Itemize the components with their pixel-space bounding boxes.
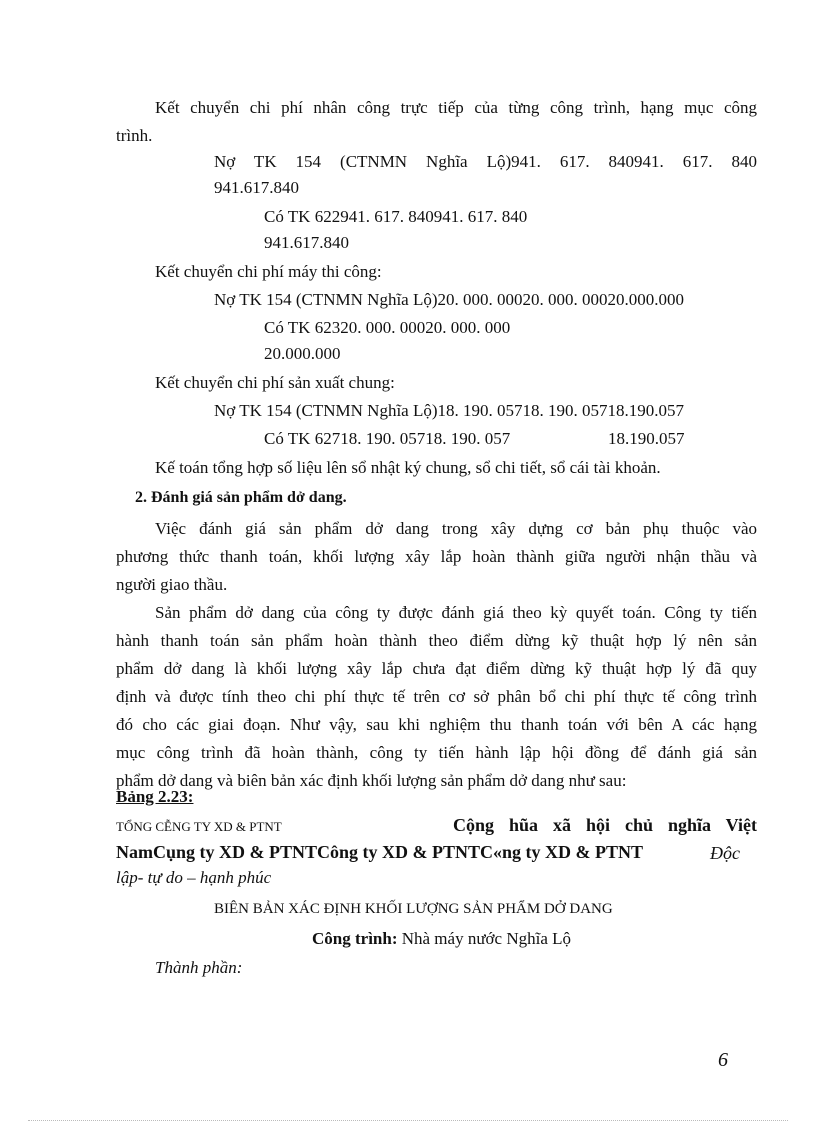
journal-entry-debit: Nợ TK 154 (CTNMN Nghĩa Lộ)18. 190. 05718. 190. 05718.190.057 <box>214 401 685 420</box>
paragraph-line: hành thanh toán sản phẩm hoàn thành theo điểm dừng kỹ thuật hợp lý nên sản <box>116 631 757 650</box>
project-label: Công trình: <box>312 929 398 948</box>
journal-entry-credit: Có TK 62718. 190. 05718. 190. 057 <box>264 429 511 448</box>
motto-slogan: Độc <box>710 843 740 863</box>
paragraph-line: Kết chuyển chi phí nhân công trực tiếp của từng công trình, hạng mục công <box>155 98 757 117</box>
motto-slogan-continued: lập- tự do – hạnh phúc <box>116 868 272 887</box>
organization-name: TỔNG CỄNG TY XD & PTNT <box>116 819 282 834</box>
section-heading: 2. Đánh giá sản phẩm dở dang. <box>135 489 347 506</box>
paragraph-line: phương thức thanh toán, khối lượng xây lắp hoàn thành giữa người nhận thầu và <box>116 547 757 566</box>
paragraph-line: đó cho các giai đoạn. Như vậy, sau khi nghiệm thu thanh toán với bên A các hạng <box>116 715 757 734</box>
page-number: 6 <box>718 1049 728 1071</box>
paragraph-line: phẩm dở dang và biên bản xác định khối lượng sản phẩm dở dang như sau: <box>116 771 627 790</box>
journal-entry-debit: Nợ TK 154 (CTNMN Nghĩa Lộ)20. 000. 00020. 000. 00020.000.000 <box>214 290 685 309</box>
journal-entry-credit: Có TK 62320. 000. 00020. 000. 000 <box>264 318 511 337</box>
paragraph-line: Sản phẩm dở dang của công ty được đánh giá theo kỳ quyết toán. Công ty tiến <box>155 603 757 622</box>
journal-entry-credit: Có TK 622941. 617. 840941. 617. 840 <box>264 207 528 226</box>
paragraph-line: Kế toán tổng hợp số liệu lên sổ nhật ký chung, sổ chi tiết, sổ cái tài khoản. <box>155 458 661 477</box>
national-motto: Cộng hũa xã hội chủ nghĩa Việt <box>453 815 757 835</box>
paragraph-line: mục công trình đã hoàn thành, công ty tiến hành lập hội đồng để đánh giá sản <box>116 743 757 762</box>
paragraph-line: định và được tính theo chi phí thực tế trên cơ sở phân bổ chi phí thực tế công trình <box>116 687 757 706</box>
table-label: Bảng 2.23: <box>116 787 194 806</box>
report-title: BIÊN BẢN XÁC ĐỊNH KHỐI LƯỢNG SẢN PHẨM DỞ DANG <box>214 901 613 917</box>
journal-amount: 941.617.840 <box>264 233 349 252</box>
paragraph-line: phẩm dở dang là khối lượng xây lắp chưa đạt điểm dừng kỹ thuật hợp lý đã quy <box>116 659 757 678</box>
project-name: Nhà máy nước Nghĩa Lộ <box>401 929 572 948</box>
paragraph-line: Kết chuyển chi phí máy thi công: <box>155 262 382 281</box>
page-divider <box>28 1120 788 1121</box>
paragraph-line: Việc đánh giá sản phẩm dở dang trong xây dựng cơ bản phụ thuộc vào <box>155 519 757 538</box>
project-line <box>312 928 571 950</box>
journal-entry-debit: Nợ TK 154 (CTNMN Nghĩa Lộ)941. 617. 840941. 617. 840 <box>214 152 757 171</box>
national-motto-continued: NamCụng ty XD & PTNTCông ty XD & PTNTC«ng ty XD & PTNT <box>116 842 644 862</box>
paragraph-line: người giao thầu. <box>116 575 228 594</box>
journal-amount: 941.617.840 <box>214 178 299 197</box>
paragraph-line: trình. <box>116 126 153 145</box>
members-label: Thành phần: <box>155 958 243 977</box>
paragraph-line: Kết chuyển chi phí sản xuất chung: <box>155 373 395 392</box>
journal-amount: 20.000.000 <box>264 344 341 363</box>
journal-amount: 18.190.057 <box>608 429 685 448</box>
